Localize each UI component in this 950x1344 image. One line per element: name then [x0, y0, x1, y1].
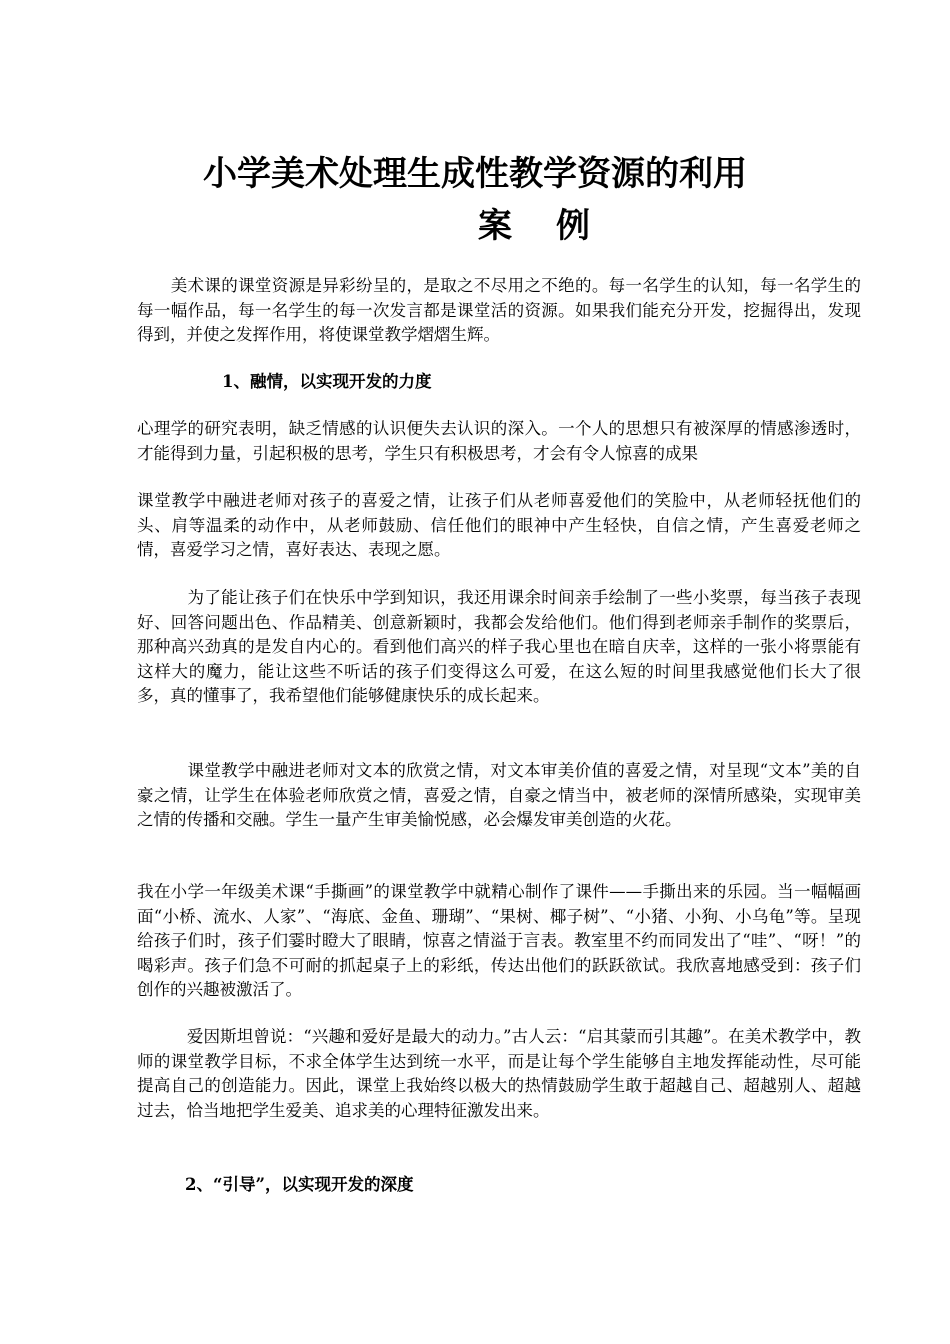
section-heading-2: 2、“引导”，以实现开发的深度	[185, 1175, 414, 1194]
document-subtitle	[0, 204, 950, 248]
paragraph-reward-tickets: 为了能让孩子们在快乐中学到知识，我还用课余时间亲手绘制了一些小奖票，每当孩子表现好、回答问题出色、作品精美、创意新颖时，我都会发给他们。他们得到老师亲手制作的奖票后，那种高兴劲真的是发自内心的。看到他们高兴的样子我心里也在暗自庆幸，这样的一张小将票能有这样大的魔力，能让这些不听话的孩子们变得这么可爱，在这么短的时间里我感觉他们长大了很多，真的懂事了，我希望他们能够健康快乐的成长起来。	[137, 588, 861, 705]
section-heading-1: 1、融情，以实现开发的力度	[222, 372, 432, 391]
paragraph-text-appreciation: 课堂教学中融进老师对文本的欣赏之情，对文本审美价值的喜爱之情，对呈现“文本”美的自豪之情，让学生在体验老师欣赏之情，喜爱之情，自豪之情当中，被老师的深情所感染，实现审美之情的传播和交融。学生一量产生审美愉悦感，必会爆发审美创造的火花。	[137, 761, 861, 829]
document-title: 小学美术处理生成性教学资源的利用	[203, 154, 747, 194]
paragraph-intro: 美术课的课堂资源是异彩纷呈的，是取之不尽用之不绝的。每一名学生的认知，每一名学生的每一幅作品，每一名学生的每一次发言都是课堂活的资源。如果我们能充分开发，挖掘得出，发现得到，并使之发挥作用，将使课堂教学熠熠生辉。	[137, 276, 861, 344]
paragraph-einstein: 爱因斯坦曾说：“兴趣和爱好是最大的动力。”古人云：“启其蒙而引其趣”。在美术教学中，教师的课堂教学目标，不求全体学生达到统一水平，而是让每个学生能够自主地发挥能动性，尽可能提高自己的创造能力。因此，课堂上我始终以极大的热情鼓励学生敢于超越自己、超越别人、超越过去，恰当地把学生爱美、追求美的心理特征激发出来。	[137, 1027, 861, 1120]
subtitle-char: 例	[556, 206, 590, 246]
paragraph-psychology: 心理学的研究表明，缺乏情感的认识便失去认识的深入。一个人的思想只有被深厚的情感渗透时，才能得到力量，引起积极的思考，学生只有积极思考，才会有令人惊喜的成果	[137, 419, 861, 463]
subtitle-char: 案	[478, 206, 512, 246]
paragraph-teacher-affection: 课堂教学中融进老师对孩子的喜爱之情，让孩子们从老师喜爱他们的笑脸中，从老师轻抚他们的头、肩等温柔的动作中，从老师鼓励、信任他们的眼神中产生轻快，自信之情，产生喜爱老师之情，喜爱学习之情，喜好表达、表现之愿。	[137, 491, 861, 559]
paragraph-torn-paper: 我在小学一年级美术课“手撕画”的课堂教学中就精心制作了课件——手撕出来的乐园。当一幅幅画面“小桥、流水、人家”、“海底、金鱼、珊瑚”、“果树、椰子树”、“小猪、小狗、小乌龟”等。呈现给孩子们时，孩子们霎时瞪大了眼睛，惊喜之情溢于言表。教室里不约而同发出了“哇”、“呀！”的喝彩声。孩子们急不可耐的抓起桌子上的彩纸，传达出他们的跃跃欲试。我欣喜地感受到：孩子们创作的兴趣被激活了。	[137, 882, 861, 999]
